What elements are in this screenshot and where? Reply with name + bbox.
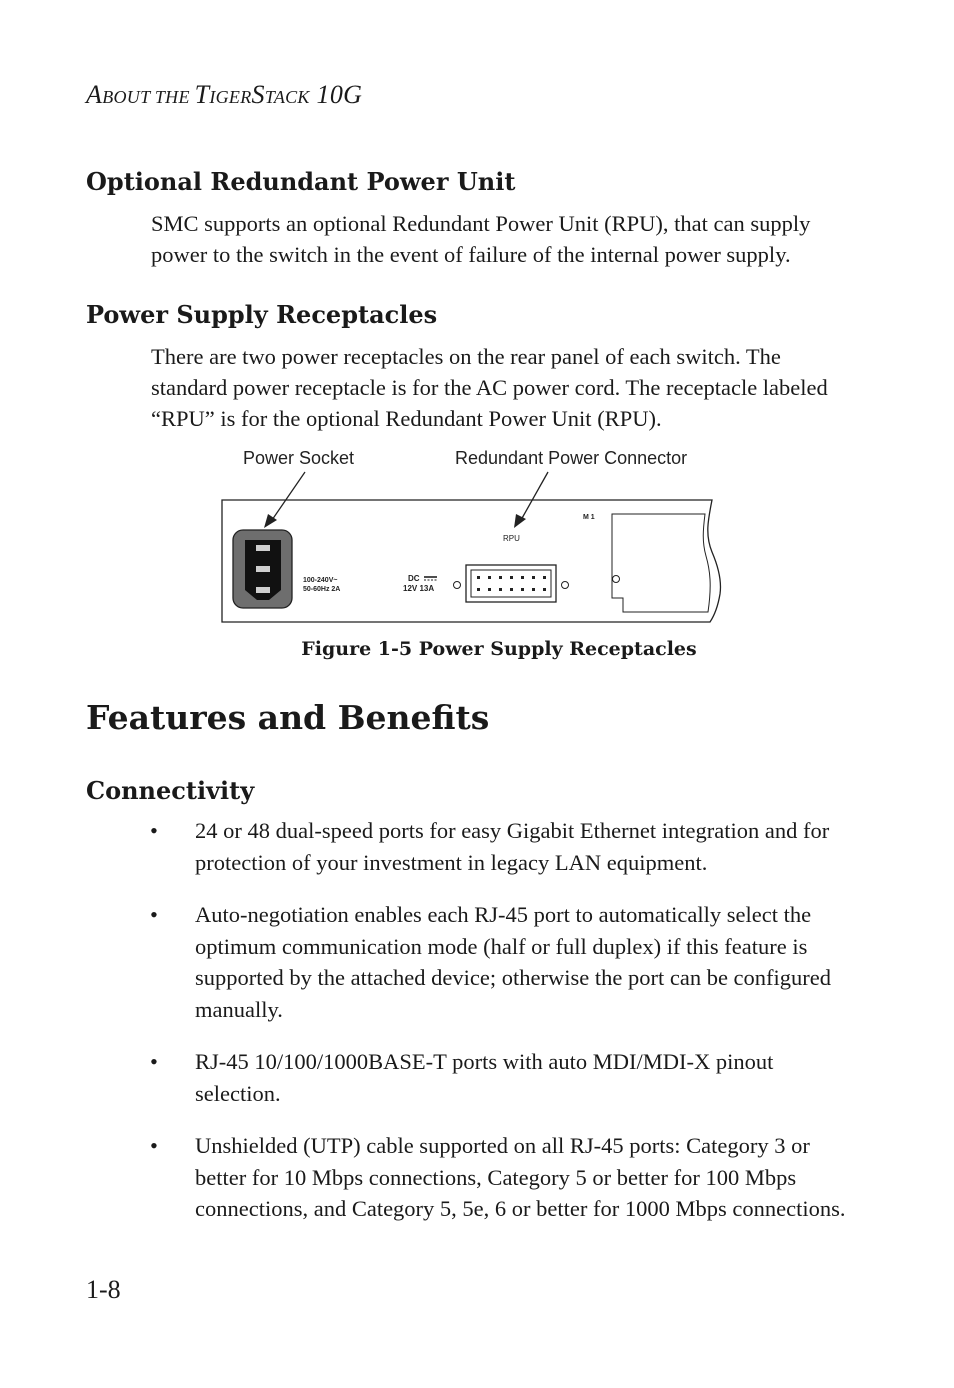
connectivity-list — [150, 815, 850, 1246]
list-item-text: Auto-negotiation enables each RJ-45 port to automatically select the optimum communication mode (half or full duplex) if this feature is supported by the attached device; otherwise the port can be configured manually. — [195, 902, 832, 1022]
dc-symbol-icon — [424, 577, 437, 580]
figure-label-rpu-connector: Redundant Power Connector — [455, 448, 688, 468]
running-head-initial: A — [86, 80, 103, 109]
section-text-rpu: SMC supports an optional Redundant Power Unit (RPU), that can supply power to the switch in the event of failure of the internal power supply. — [151, 211, 811, 267]
panel-screw-icon — [613, 576, 620, 583]
ac-power-socket — [233, 530, 292, 608]
connectivity-heading: Connectivity — [86, 776, 255, 805]
bullet-icon: • — [150, 902, 158, 927]
list-item — [150, 1046, 850, 1109]
m1-label: M 1 — [583, 514, 595, 521]
figure-label-power-socket: Power Socket — [243, 448, 355, 468]
bullet-icon: • — [150, 818, 158, 843]
ac-rating-line1: 100-240V~ — [303, 577, 338, 584]
list-item-text: Unshielded (UTP) cable supported on all RJ-45 ports: Category 3 or better for 10 Mbps connections, Category 5 or better for 100 Mbps connections, and Category 5, 5e, 6 or better for 1000 Mbps connections. — [195, 1133, 846, 1221]
dc-rating-line2: 12V 13A — [403, 584, 435, 593]
panel-outline — [222, 500, 721, 622]
rpu-label: RPU — [503, 534, 520, 543]
running-head-initial: S — [251, 80, 265, 109]
page-number: 1-8 — [86, 1275, 121, 1304]
section-text-psr: There are two power receptacles on the rear panel of each switch. The standard power receptacle is for the AC power cord. The receptacle labeled “RPU” is for the optional Redundant Power Unit (RPU). — [151, 344, 828, 431]
list-item — [150, 1130, 850, 1225]
list-item-text: 24 or 48 dual-speed ports for easy Gigabit Ethernet integration and for protection of your investment in legacy LAN equipment. — [195, 818, 830, 875]
list-item — [150, 899, 850, 1025]
bullet-icon: • — [150, 1133, 158, 1158]
features-heading: Features and Benefits — [86, 698, 490, 737]
rpu-connector — [454, 565, 569, 602]
section-heading-psr: Power Supply Receptacles — [86, 300, 438, 329]
running-head-part: BOUT THE — [102, 87, 195, 107]
running-head-part: TACK — [264, 87, 310, 107]
running-head-initial: T — [194, 80, 210, 109]
dc-rating-line1: DC — [408, 574, 420, 583]
running-head-part: IGER — [209, 87, 252, 107]
bullet-icon: • — [150, 1049, 158, 1074]
ac-rating-line2: 50-60Hz 2A — [303, 586, 341, 593]
list-item-text: RJ-45 10/100/1000BASE-T ports with auto MDI/MDI-X pinout selection. — [195, 1049, 774, 1106]
section-heading-rpu: Optional Redundant Power Unit — [86, 167, 516, 196]
running-head-part: 10G — [309, 80, 363, 109]
figure-caption: Figure 1-5 Power Supply Receptacles — [301, 638, 697, 660]
list-item — [150, 815, 850, 878]
